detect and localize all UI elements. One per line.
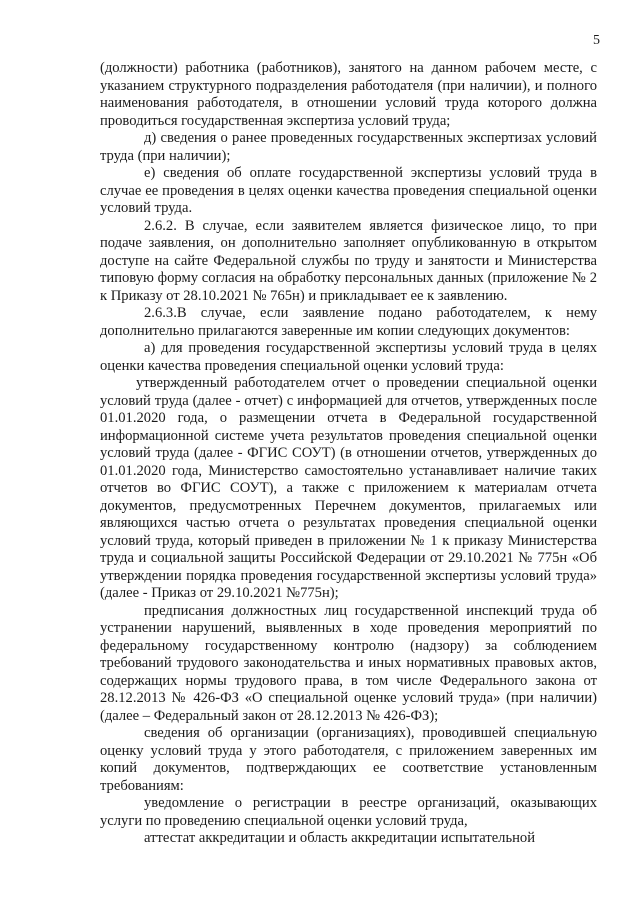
document-body <box>100 60 597 848</box>
paragraph-continuation: (должности) работника (работников), занятого на данном рабочем месте, с указанием структурного подразделения работодателя (при наличии), и полного наименования работодателя, в отношении условий труда которого должна проводиться государственная экспертиза условий труда; <box>100 60 597 129</box>
paragraph-clause-2-6-3: 2.6.3.В случае, если заявление подано работодателем, к нему дополнительно прилагаются заверенные им копии следующих документов: <box>100 305 597 339</box>
paragraph-report: утвержденный работодателем отчет о проведении специальной оценки условий труда (далее - отчет) с информацией для отчетов, утвержденных после 01.01.2020 года, о размещении отчета в Федеральной государственной информационной системе учета результатов проведения специальной оценки условий труда (далее - ФГИС СОУТ) (в отношении отчетов, утвержденных до 01.01.2020 года, Министерство самостоятельно устанавливает наличие таких отчетов во ФГИС СОУТ), а также с приложением к материалам отчета документов, предусмотренных Перечнем документов, прилагаемых или являющихся частью отчета о результатах проведения специальной оценки условий труда, который приведен в приложении № 1 к приказу Министерства труда и социальной защиты Российской Федерации от 29.10.2021 № 775н «Об утверждении порядка проведения государственной экспертизы условий труда» (далее - Приказ от 29.10.2021 №775н); <box>100 375 597 601</box>
paragraph-clause-2-6-2: 2.6.2. В случае, если заявителем является физическое лицо, то при подаче заявления, он дополнительно заполняет опубликованную в открытом доступе на сайте Федеральной службы по труду и занятости и Министерства типовую форму согласия на обработку персональных данных (приложение № 2 к Приказу от 28.10.2021 № 765н) и прикладывает ее к заявлению. <box>100 217 597 304</box>
page-number: 5 <box>593 33 600 48</box>
paragraph-registration-notice: уведомление о регистрации в реестре организаций, оказывающих услуги по проведению специальной оценки условий труда, <box>100 795 597 829</box>
paragraph-prescriptions: предписания должностных лиц государственной инспекций труда об устранении нарушений, выявленных в ходе проведения мероприятий по федеральному государственному контролю (надзору) за соблюдением требований трудового законодательства и иных нормативных правовых актов, содержащих нормы трудового права, в том числе Федерального закона от 28.12.2013 № 426-ФЗ «О специальной оценке условий труда» (при наличии) (далее – Федеральный закон от 28.12.2013 № 426-ФЗ); <box>100 602 597 724</box>
paragraph-item-e: е) сведения об оплате государственной экспертизы условий труда в случае ее проведения в целях оценки качества проведения специальной оценки условий труда. <box>100 165 597 216</box>
paragraph-item-d: д) сведения о ранее проведенных государственных экспертизах условий труда (при наличии); <box>100 130 597 164</box>
paragraph-organization-info: сведения об организации (организациях), проводившей специальную оценку условий труда у этого работодателя, с приложением заверенных им копий документов, подтверждающих ее соответствие установленным требованиям: <box>100 725 597 794</box>
paragraph-item-a: а) для проведения государственной экспертизы условий труда в целях оценки качества проведения специальной оценки условий труда: <box>100 340 597 374</box>
paragraph-accreditation: аттестат аккредитации и область аккредитации испытательной <box>144 830 536 846</box>
